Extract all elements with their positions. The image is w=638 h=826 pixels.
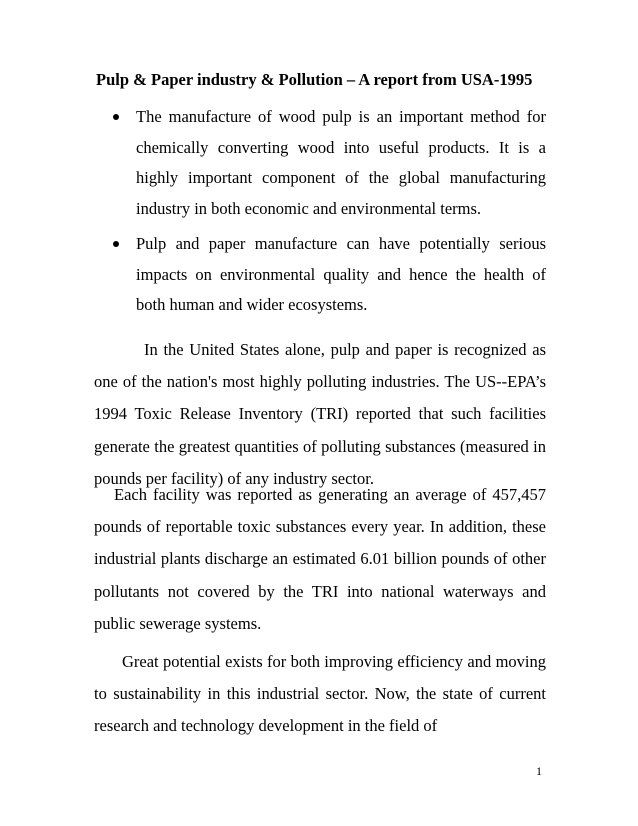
bullet-dot-icon xyxy=(113,114,119,120)
bullet-item xyxy=(113,102,546,224)
document-title: Pulp & Paper industry & Pollution – A report from USA-1995 xyxy=(96,70,533,89)
page-number: 1 xyxy=(536,764,542,778)
bullet-text: The manufacture of wood pulp is an important method for chemically converting wood into useful products. It is a highly important component of the global manufacturing industry in both economic and environmental terms. xyxy=(136,107,546,218)
paragraph-us-pollution: In the United States alone, pulp and paper is recognized as one of the nation's most highly polluting industries. The US--EPA’s 1994 Toxic Release Inventory (TRI) reported that such facilities generate the greatest quantities of polluting substances (measured in pounds per facility) of any industry sector. xyxy=(94,340,546,488)
paragraph-facility-emissions: Each facility was reported as generating an average of 457,457 pounds of reportable toxic substances every year. In addition, these industrial plants discharge an estimated 6.01 billion pounds of other pollutants not covered by the TRI into national waterways and public sewerage systems. xyxy=(94,485,546,633)
bullet-dot-icon xyxy=(113,241,119,247)
paragraph-sustainability: Great potential exists for both improving efficiency and moving to sustainability in this industrial sector. Now, the state of current research and technology development in the field of xyxy=(94,652,546,736)
bullet-item xyxy=(113,229,546,321)
bullet-text: Pulp and paper manufacture can have potentially serious impacts on environmental quality and hence the health of both human and wider ecosystems. xyxy=(136,234,546,314)
bullet-list xyxy=(113,102,546,326)
